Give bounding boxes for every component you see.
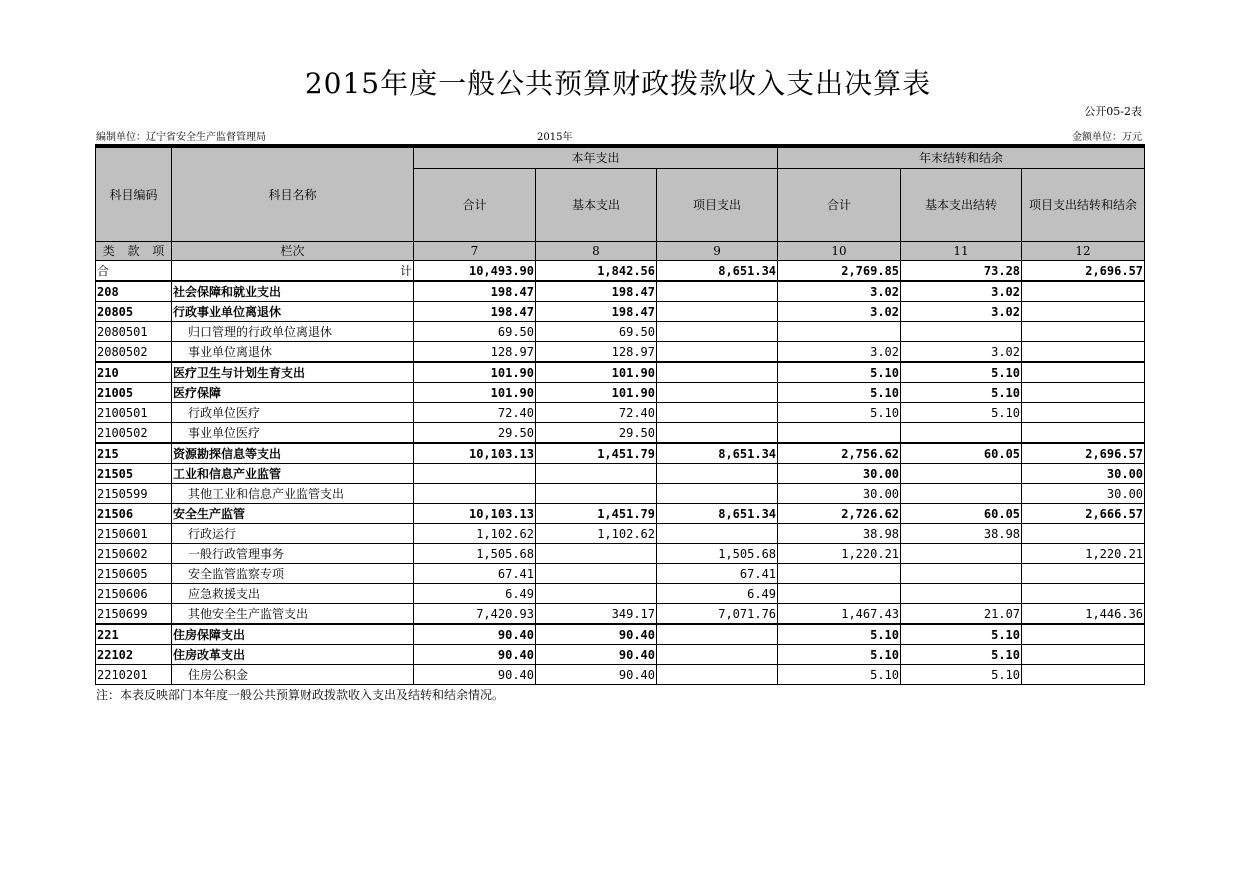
row-value — [901, 544, 1022, 564]
row-value — [657, 342, 778, 363]
row-value: 90.40 — [536, 624, 657, 645]
row-value: 5.10 — [778, 645, 901, 665]
total-name-right: 计 — [399, 263, 412, 278]
table-row — [96, 281, 1145, 302]
table-row — [96, 464, 1145, 484]
row-value: 69.50 — [536, 322, 657, 342]
row-value — [1022, 624, 1145, 645]
row-code: 215 — [96, 443, 172, 464]
row-value: 128.97 — [414, 342, 536, 363]
row-name: 医疗卫生与计划生育支出 — [172, 362, 414, 383]
table-row — [96, 322, 1145, 342]
reporting-unit: 编制单位：辽宁省安全生产监督管理局 — [96, 132, 266, 143]
header-subject-code: 科目编码 — [96, 146, 172, 242]
row-value — [536, 484, 657, 504]
row-name: 事业单位离退休 — [172, 342, 414, 363]
row-value: 3.02 — [901, 342, 1022, 363]
table-row — [96, 564, 1145, 584]
page-title: 2015年度一般公共预算财政拨款收入支出决算表 — [304, 67, 932, 100]
row-value: 60.05 — [901, 443, 1022, 464]
row-value — [657, 281, 778, 302]
row-value — [1022, 564, 1145, 584]
row-value: 1,451.79 — [536, 443, 657, 464]
row-value: 30.00 — [1022, 464, 1145, 484]
row-value: 6.49 — [414, 584, 536, 604]
table-row — [96, 584, 1145, 604]
row-value: 3.02 — [778, 342, 901, 363]
row-value: 69.50 — [414, 322, 536, 342]
header-idx-8: 8 — [536, 242, 657, 261]
row-value: 8,651.34 — [657, 504, 778, 524]
row-name: 安全监管监察专项 — [172, 564, 414, 584]
row-value — [536, 584, 657, 604]
table-row — [96, 484, 1145, 504]
row-name: 资源勘探信息等支出 — [172, 443, 414, 464]
row-code: 2080501 — [96, 322, 172, 342]
row-value: 38.98 — [901, 524, 1022, 544]
row-name: 一般行政管理事务 — [172, 544, 414, 564]
row-code: 210 — [96, 362, 172, 383]
table-row — [96, 504, 1145, 524]
header-col-project-carry: 项目支出结转和结余 — [1022, 169, 1145, 242]
row-value — [657, 423, 778, 444]
row-code: 2150602 — [96, 544, 172, 564]
header-col-total: 合计 — [414, 169, 536, 242]
row-value — [1022, 665, 1145, 685]
row-value — [901, 423, 1022, 444]
row-name: 行政运行 — [172, 524, 414, 544]
row-value: 5.10 — [778, 362, 901, 383]
row-value — [1022, 423, 1145, 444]
header-idx-9: 9 — [657, 242, 778, 261]
row-code: 2150605 — [96, 564, 172, 584]
row-name: 事业单位医疗 — [172, 423, 414, 444]
row-code: 2150601 — [96, 524, 172, 544]
row-value: 1,220.21 — [1022, 544, 1145, 564]
row-value: 198.47 — [414, 281, 536, 302]
total-value: 2,769.85 — [778, 261, 901, 282]
row-value: 1,505.68 — [657, 544, 778, 564]
row-value: 8,651.34 — [657, 443, 778, 464]
header-idx-10: 10 — [778, 242, 901, 261]
table-row — [96, 645, 1145, 665]
row-value — [778, 584, 901, 604]
row-value: 67.41 — [414, 564, 536, 584]
row-value — [536, 464, 657, 484]
row-value — [1022, 403, 1145, 423]
row-value: 5.10 — [778, 383, 901, 403]
row-value: 90.40 — [414, 665, 536, 685]
table-row — [96, 624, 1145, 645]
table-row — [96, 403, 1145, 423]
row-name: 住房改革支出 — [172, 645, 414, 665]
row-value — [657, 302, 778, 322]
row-value — [1022, 342, 1145, 363]
row-value: 5.10 — [901, 362, 1022, 383]
row-value: 5.10 — [901, 403, 1022, 423]
row-value: 29.50 — [536, 423, 657, 444]
row-code: 2150606 — [96, 584, 172, 604]
header-idx-7: 7 — [414, 242, 536, 261]
row-value: 198.47 — [536, 302, 657, 322]
row-value — [1022, 584, 1145, 604]
row-value: 30.00 — [1022, 484, 1145, 504]
row-value: 30.00 — [778, 464, 901, 484]
row-value: 5.10 — [901, 383, 1022, 403]
header-subject-name: 科目名称 — [172, 146, 414, 242]
total-name-left: 合 — [97, 263, 110, 278]
row-value: 1,102.62 — [414, 524, 536, 544]
total-value: 10,493.90 — [414, 261, 536, 282]
table-row — [96, 362, 1145, 383]
header-kuan: 款 — [127, 244, 140, 258]
header-col-total2: 合计 — [778, 169, 901, 242]
row-value — [901, 322, 1022, 342]
row-code: 2100501 — [96, 403, 172, 423]
table-row — [96, 443, 1145, 464]
row-code: 22102 — [96, 645, 172, 665]
row-value — [778, 564, 901, 584]
row-value: 198.47 — [536, 281, 657, 302]
row-value: 90.40 — [536, 645, 657, 665]
row-value: 6.49 — [657, 584, 778, 604]
row-value — [536, 544, 657, 564]
row-name: 医疗保障 — [172, 383, 414, 403]
row-value — [901, 584, 1022, 604]
row-value: 349.17 — [536, 604, 657, 625]
row-value: 30.00 — [778, 484, 901, 504]
row-value: 101.90 — [536, 362, 657, 383]
amount-unit: 金额单位：万元 — [1072, 132, 1142, 143]
header-col-project: 项目支出 — [657, 169, 778, 242]
row-value — [1022, 645, 1145, 665]
row-code: 208 — [96, 281, 172, 302]
row-value: 5.10 — [778, 665, 901, 685]
row-code: 221 — [96, 624, 172, 645]
row-value: 90.40 — [414, 624, 536, 645]
row-value — [1022, 281, 1145, 302]
row-value: 90.40 — [414, 645, 536, 665]
row-value — [657, 645, 778, 665]
row-value: 5.10 — [901, 624, 1022, 645]
total-name-cell — [96, 261, 172, 282]
row-name: 工业和信息产业监管 — [172, 464, 414, 484]
row-value — [1022, 524, 1145, 544]
footnote: 注：本表反映部门本年度一般公共预算财政拨款收入支出及结转和结余情况。 — [96, 688, 505, 702]
row-value: 101.90 — [536, 383, 657, 403]
row-value: 1,446.36 — [1022, 604, 1145, 625]
row-value — [657, 624, 778, 645]
row-code: 2080502 — [96, 342, 172, 363]
header-lanci: 栏次 — [172, 242, 414, 261]
row-value: 2,666.57 — [1022, 504, 1145, 524]
header-current-year-group: 本年支出 — [414, 146, 778, 169]
header-col-basic: 基本支出 — [536, 169, 657, 242]
table-row — [96, 383, 1145, 403]
report-table — [95, 144, 1145, 685]
row-name: 行政事业单位离退休 — [172, 302, 414, 322]
table-row — [96, 665, 1145, 685]
row-value: 101.90 — [414, 362, 536, 383]
row-value — [414, 464, 536, 484]
row-value: 7,071.76 — [657, 604, 778, 625]
header-xiang: 项 — [152, 244, 165, 258]
row-code: 2100502 — [96, 423, 172, 444]
row-code: 2210201 — [96, 665, 172, 685]
header-carryover-group: 年末结转和结余 — [778, 146, 1145, 169]
row-name: 住房公积金 — [172, 665, 414, 685]
row-code: 2150599 — [96, 484, 172, 504]
row-value: 38.98 — [778, 524, 901, 544]
row-value: 67.41 — [657, 564, 778, 584]
row-value — [901, 464, 1022, 484]
row-name: 其他安全生产监管支出 — [172, 604, 414, 625]
row-value: 5.10 — [901, 645, 1022, 665]
row-name: 安全生产监管 — [172, 504, 414, 524]
row-value: 2,696.57 — [1022, 443, 1145, 464]
row-value: 60.05 — [901, 504, 1022, 524]
total-row — [96, 261, 1145, 282]
header-col-basic-carry: 基本支出结转 — [901, 169, 1022, 242]
row-value — [901, 564, 1022, 584]
form-code: 公开05-2表 — [1084, 105, 1142, 118]
row-value: 21.07 — [901, 604, 1022, 625]
row-value — [657, 383, 778, 403]
row-name: 行政单位医疗 — [172, 403, 414, 423]
total-value: 2,696.57 — [1022, 261, 1145, 282]
row-value: 90.40 — [536, 665, 657, 685]
row-value — [657, 484, 778, 504]
row-name: 住房保障支出 — [172, 624, 414, 645]
row-value: 10,103.13 — [414, 443, 536, 464]
row-value: 5.10 — [778, 624, 901, 645]
table-row — [96, 423, 1145, 444]
row-value: 2,756.62 — [778, 443, 901, 464]
row-value: 128.97 — [536, 342, 657, 363]
row-value — [414, 484, 536, 504]
row-name: 社会保障和就业支出 — [172, 281, 414, 302]
row-value: 29.50 — [414, 423, 536, 444]
row-value: 72.40 — [414, 403, 536, 423]
row-value — [778, 423, 901, 444]
row-value: 10,103.13 — [414, 504, 536, 524]
row-value — [1022, 322, 1145, 342]
row-value — [1022, 383, 1145, 403]
row-value: 198.47 — [414, 302, 536, 322]
header-lei: 类 — [102, 244, 115, 258]
total-value: 73.28 — [901, 261, 1022, 282]
row-value: 1,451.79 — [536, 504, 657, 524]
row-value — [657, 524, 778, 544]
row-value — [536, 564, 657, 584]
total-value: 8,651.34 — [657, 261, 778, 282]
row-code: 21506 — [96, 504, 172, 524]
row-value: 101.90 — [414, 383, 536, 403]
meta-row — [96, 128, 1142, 141]
row-value — [657, 665, 778, 685]
row-value: 1,102.62 — [536, 524, 657, 544]
row-value: 5.10 — [901, 665, 1022, 685]
row-value — [657, 322, 778, 342]
report-year: 2015年 — [537, 132, 573, 143]
row-value: 3.02 — [778, 281, 901, 302]
row-value: 7,420.93 — [414, 604, 536, 625]
row-value — [778, 322, 901, 342]
row-code: 21005 — [96, 383, 172, 403]
total-value: 1,842.56 — [536, 261, 657, 282]
row-value: 3.02 — [901, 281, 1022, 302]
row-value — [657, 403, 778, 423]
row-name: 其他工业和信息产业监管支出 — [172, 484, 414, 504]
header-idx-11: 11 — [901, 242, 1022, 261]
row-name: 应急救援支出 — [172, 584, 414, 604]
row-value: 2,726.62 — [778, 504, 901, 524]
table-row — [96, 524, 1145, 544]
row-value — [901, 484, 1022, 504]
row-value: 1,220.21 — [778, 544, 901, 564]
table-row — [96, 342, 1145, 363]
row-code: 2150699 — [96, 604, 172, 625]
row-code: 20805 — [96, 302, 172, 322]
table-row — [96, 604, 1145, 625]
row-value — [657, 362, 778, 383]
row-value: 1,467.43 — [778, 604, 901, 625]
row-value: 1,505.68 — [414, 544, 536, 564]
row-value — [1022, 302, 1145, 322]
header-idx-12: 12 — [1022, 242, 1145, 261]
total-name-right-cell — [172, 261, 414, 282]
row-value — [1022, 362, 1145, 383]
row-value: 3.02 — [901, 302, 1022, 322]
row-value: 72.40 — [536, 403, 657, 423]
row-value — [657, 464, 778, 484]
header-lei-kuan-xiang — [96, 242, 172, 261]
table-row — [96, 302, 1145, 322]
row-value: 5.10 — [778, 403, 901, 423]
row-value: 3.02 — [778, 302, 901, 322]
row-name: 归口管理的行政单位离退休 — [172, 322, 414, 342]
row-code: 21505 — [96, 464, 172, 484]
table-row — [96, 544, 1145, 564]
